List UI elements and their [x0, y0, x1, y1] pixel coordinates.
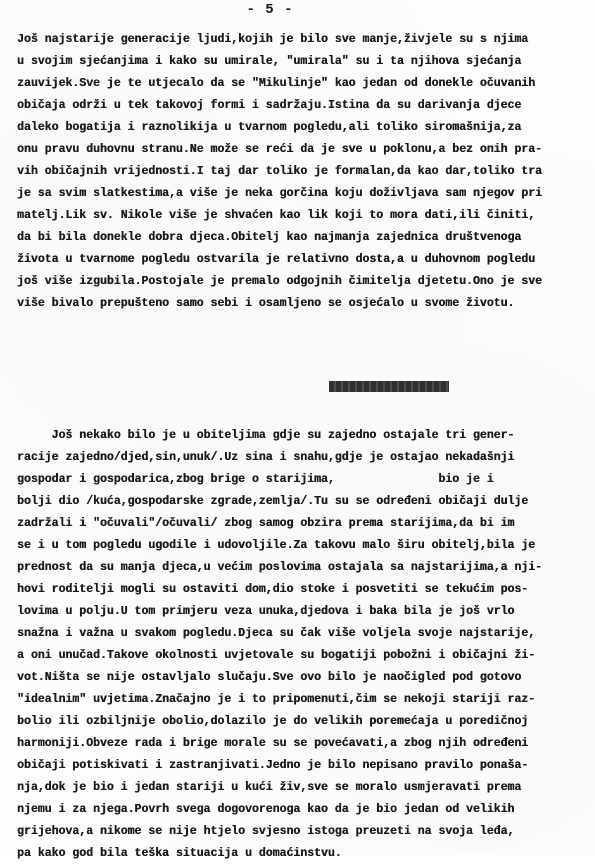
text-line: zauvijek.Sve je te utjecalo da se "Mikulinje" kao jedan od donekle očuvanih [17, 77, 536, 90]
struck-out-text [329, 381, 449, 392]
paragraph-2 [17, 359, 595, 865]
text-line: vot.Ništa se nije ostavljalo slučaju.Sve ovo bilo je naočigled pod gotovo [17, 671, 522, 684]
text-line: racije zajedno/djed,sin,unuk/.Uz sina i snahu,gdje je ostajao nekadašnji [17, 451, 515, 464]
text-line: Još nekako bilo je u obiteljima gdje su zajedno ostajale tri gener- [17, 429, 515, 442]
text-line: pa kako god bila teška situacija u domaćinstvu. [17, 847, 342, 860]
text-line: njemu i za njega.Povrh svega dogovorenoga kao da je bio jedan od velikih [17, 803, 515, 816]
paragraph-1 [17, 29, 595, 315]
text-line: "idealnim" uvjetima.Značajno je i to pripomenuti,čim se nekoji stariji raz- [17, 693, 536, 706]
page-number: - 5 - [246, 2, 294, 18]
text-line: zadržali i "očuvali"/očuvali/ zbog samog obzira prema starijima,da bi im [17, 517, 515, 530]
text-line: vih običajnih vrijednosti.I taj dar toliko je formalan,da kao dar,toliko tra [17, 165, 542, 178]
text-line: u svojim sjećanjima i kako su umirale, "umirala" su i ta njihova sjećanja [17, 55, 522, 68]
text-line: prednost da su manja djeca,u većim poslovima ostajala sa najstarijima,a nji- [17, 561, 542, 574]
text-line: nja,dok je bio i jedan stariji u kući živ,sve se moralo usmjeravati prema [17, 781, 522, 794]
text-line: grijehova,a nikome se nije htjelo svjesno istoga preuzeti na svoja leđa, [17, 825, 515, 838]
text-line: običaja održi u tek takovoj formi i sadržaju.Istina da su darivanja djece [17, 99, 522, 112]
text-line: hovi roditelji mogli su ostaviti dom,dio stoke i posvetiti se tekućim pos- [17, 583, 529, 596]
text-line: bolji dio /kuća,gospodarske zgrade,zemlja/.Tu su se određeni običaji dulje [17, 495, 529, 508]
text-line: harmoniji.Obveze rada i brige morale su se povećavati,a zbog njih određeni [17, 737, 529, 750]
text-line: daleko bogatija i raznolikija u tvarnom pogledu,ali toliko siromašnija,za [17, 121, 522, 134]
text-line: onu pravu duhovnu stranu.Ne može se reći da je sve u poklonu,a bez onih pra- [17, 143, 542, 156]
text-line: a oni unučad.Takove okolnosti uvjetovale su bogatiji pobožni i običajni ži- [17, 649, 536, 662]
text-line: je sa svim slatkestima,a više je neka gorčina koju doživljava sam njegov pri [17, 187, 542, 200]
text-line: da bi bila donekle dobra djeca.Obitelj kao najmanja zajednica društvenoga [17, 231, 522, 244]
text-line: gospodar i gospodarica,zbog brige o starijima, bio je i [17, 473, 494, 486]
text-line: snažna i važna u svakom pogledu.Djeca su čak više voljela svoje najstarije, [17, 627, 536, 640]
text-line: više bivalo prepušteno samo sebi i osamljeno se osjećalo u svome životu. [17, 297, 515, 310]
text-line: još više izgubila.Postojale je premalo odgojnih čimitelja djetetu.Ono je sve [17, 275, 542, 288]
text-line: običaji potiskivati i zastranjivati.Jedno je bilo nepisano pravilo ponaša- [17, 759, 529, 772]
text-line: lovima u polju.U tom primjeru veza unuka,djedova i baka bila je još vrlo [17, 605, 515, 618]
text-line: života u tvarnome pogledu ostvarila je relativno dosta,a u duhovnom pogledu [17, 253, 536, 266]
text-line: matelj.Lik sv. Nikole više je shvaćen kao lik koji to mora dati,ili činiti, [17, 209, 536, 222]
text-line: Još najstarije generacije ljudi,kojih je bilo sve manje,živjele su s njima [17, 33, 529, 46]
text-line: bolio ili ozbiljnije obolio,dolazilo je do velikih poremećaja u poredičnoj [17, 715, 529, 728]
text-line: se i u tom pogledu ugodile i udovoljile.Za takovu malo širu obitelj,bila je [17, 539, 536, 552]
